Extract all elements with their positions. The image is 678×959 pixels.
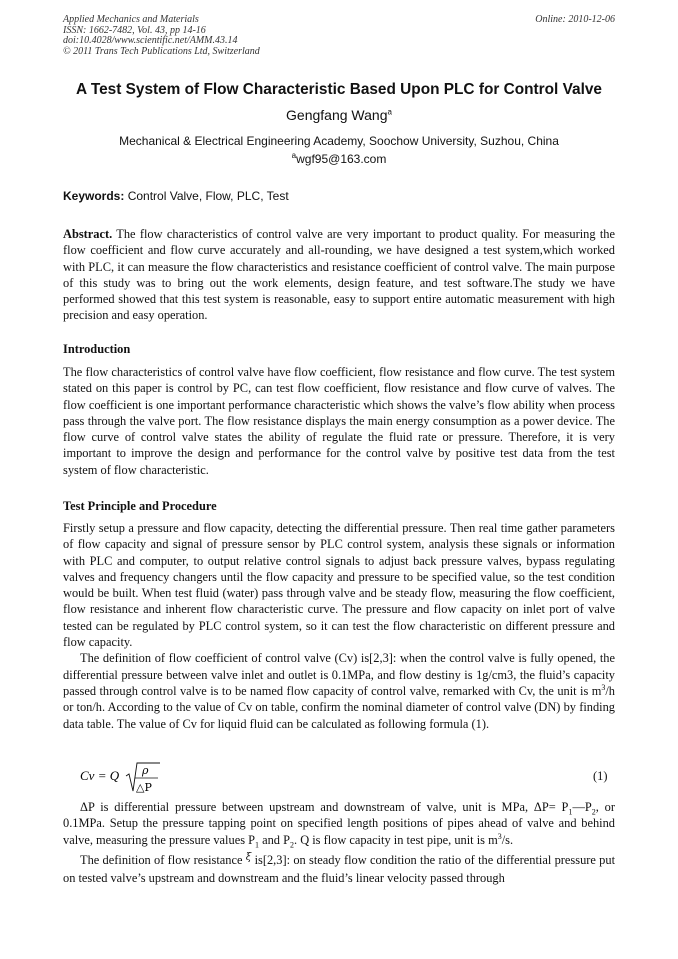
- p3-b: —P: [572, 800, 592, 814]
- author-line: [0, 107, 678, 123]
- p3-d: and P: [259, 832, 290, 847]
- equation-number: (1): [593, 769, 608, 783]
- journal-header: [63, 15, 615, 57]
- journal-name: Applied Mechanics and Materials: [63, 14, 199, 25]
- author-name: Gengfang Wang: [286, 107, 388, 123]
- email-address[interactable]: wgf95@163.com: [296, 152, 387, 166]
- principle-paragraph-2: [63, 650, 615, 731]
- principle-heading: Test Principle and Procedure: [63, 499, 217, 513]
- p2-sup: 3: [601, 682, 606, 692]
- principle-body-2: [63, 799, 615, 886]
- paper-title: A Test System of Flow Characteristic Based Upon PLC for Control Valve: [76, 81, 602, 98]
- principle-body: [63, 520, 615, 732]
- keywords-label: Keywords:: [63, 189, 125, 203]
- introduction-paragraph: The flow characteristics of control valve have flow coefficient, flow resistance and flow curve. The test system stated on this paper is control by PC, can test flow coefficient, flow resistance and flow curve of valves. The flow coefficient is one important performance characteristic which shows the valve’s flow ability when process pass through the valve port. The flow resistance displays the main energy consumption as a power device. The flow curve of control valve states the ability of regulate the fluid rate or pressure. Therefore, it is very important to improve the design and performance for the control valve by positive test data from the test system of flow characteristic.: [63, 365, 615, 477]
- formula-denominator: △P: [136, 781, 152, 794]
- abstract-label: Abstract.: [63, 227, 113, 241]
- formula-svg: [80, 761, 200, 795]
- introduction-text: [63, 364, 615, 478]
- p3-f: /s.: [501, 832, 514, 847]
- formula-1: [80, 761, 200, 795]
- email-sup: a: [291, 151, 297, 160]
- p3-s2: 2: [591, 807, 596, 817]
- affiliation: Mechanical & Electrical Engineering Academy, Soochow University, Suzhou, China: [119, 134, 559, 148]
- p3-s3: 1: [255, 840, 260, 850]
- issn-line: ISSN: 1662-7482, Vol. 43, pp 14-16: [63, 24, 206, 36]
- p3-c: , or 0.1MPa. Setup the pressure tapping point on specified length positions of pipes ahead of valve and behind valve, measuring the pressure values P: [63, 800, 615, 847]
- p3-s1: 1: [568, 807, 573, 817]
- keywords-text: Control Valve, Flow, PLC, Test: [124, 189, 289, 203]
- online-date: Online: 2010-12-06: [535, 14, 615, 25]
- xi-symbol: ξ: [245, 851, 252, 863]
- formula-numerator: ρ: [142, 764, 149, 777]
- doi-line[interactable]: doi:10.4028/www.scientific.net/AMM.43.14: [63, 35, 238, 46]
- introduction-heading: Introduction: [63, 342, 131, 356]
- p3-e: . Q is flow capacity in test pipe, unit is m: [294, 832, 498, 847]
- principle-paragraph-3: [63, 799, 615, 848]
- p3-s5: 3: [497, 831, 502, 841]
- p4-a: The definition of flow resistance: [80, 852, 246, 867]
- p3-a: ΔP is differential pressure between upstream and downstream of valve, unit is MPa, ΔP= P: [80, 800, 569, 814]
- email-line: [0, 152, 678, 166]
- copyright-line: © 2011 Trans Tech Publications Ltd, Switzerland: [63, 45, 260, 57]
- author-sup: a: [387, 107, 392, 117]
- p4-b: is[2,3]: on steady flow condition the ratio of the differential pressure put on tested valve’s upstream and downstream and the fluid’s linear velocity passed through: [63, 852, 616, 886]
- keywords: [63, 189, 289, 203]
- p2-text-a: The definition of flow coefficient of control valve (Cv) is[2,3]: when the control valve is fully opened, the differential pressure between valve inlet and outlet is 0.1MPa, and flow destiny is 1g/cm3, the fluid’s capacity passed through control valve is to be named flow capacity of control valve, remarked with Cv, the unit is m: [63, 651, 615, 698]
- principle-paragraph-1: Firstly setup a pressure and flow capacity, detecting the differential pressure. Then real time gather parameters of flow capacity and signal of pressure sensor by PLC control system, analysis these signals or information with PLC and computer, to output relative control signals to adjust back pressure valves, bypass regulating valves and frequency changers until the flow capacity and pressure to be specified value, so the test condition would be built. When test fluid (water) pass through valve and be steady flow, measuring the flow coefficient, flow resistance and inherent flow characteristic curve. The pressure and flow capacity on inlet port of valve tested can be regulated by PLC control system, so it can test the flow characteristic on different pressure and flow capacity.: [63, 521, 615, 650]
- p3-s4: 2: [290, 840, 294, 850]
- abstract-text: The flow characteristics of control valve are very important to product quality. For measuring the flow coefficient and flow curve accurately and all-rounding, we have designed a test system,which worked with PLC, it can measure the flow characteristics and resistance coefficient of control valve. The main purpose of this study was to bring out the work elements, design feature, and test software.The study we have performed showed that this test system is reasonable, easy to support entire automatic measurement with high precision and easy operation.: [63, 227, 615, 323]
- abstract: [63, 226, 615, 324]
- principle-paragraph-4: [63, 852, 615, 887]
- p2-text-b: /h or ton/h. According to the value of Cv on table, confirm the nominal diameter of control valve (DN) by finding data table. The value of Cv for liquid fluid can be calculated as following formula (1).: [63, 683, 615, 731]
- formula-lhs: Cv = Q: [80, 768, 120, 783]
